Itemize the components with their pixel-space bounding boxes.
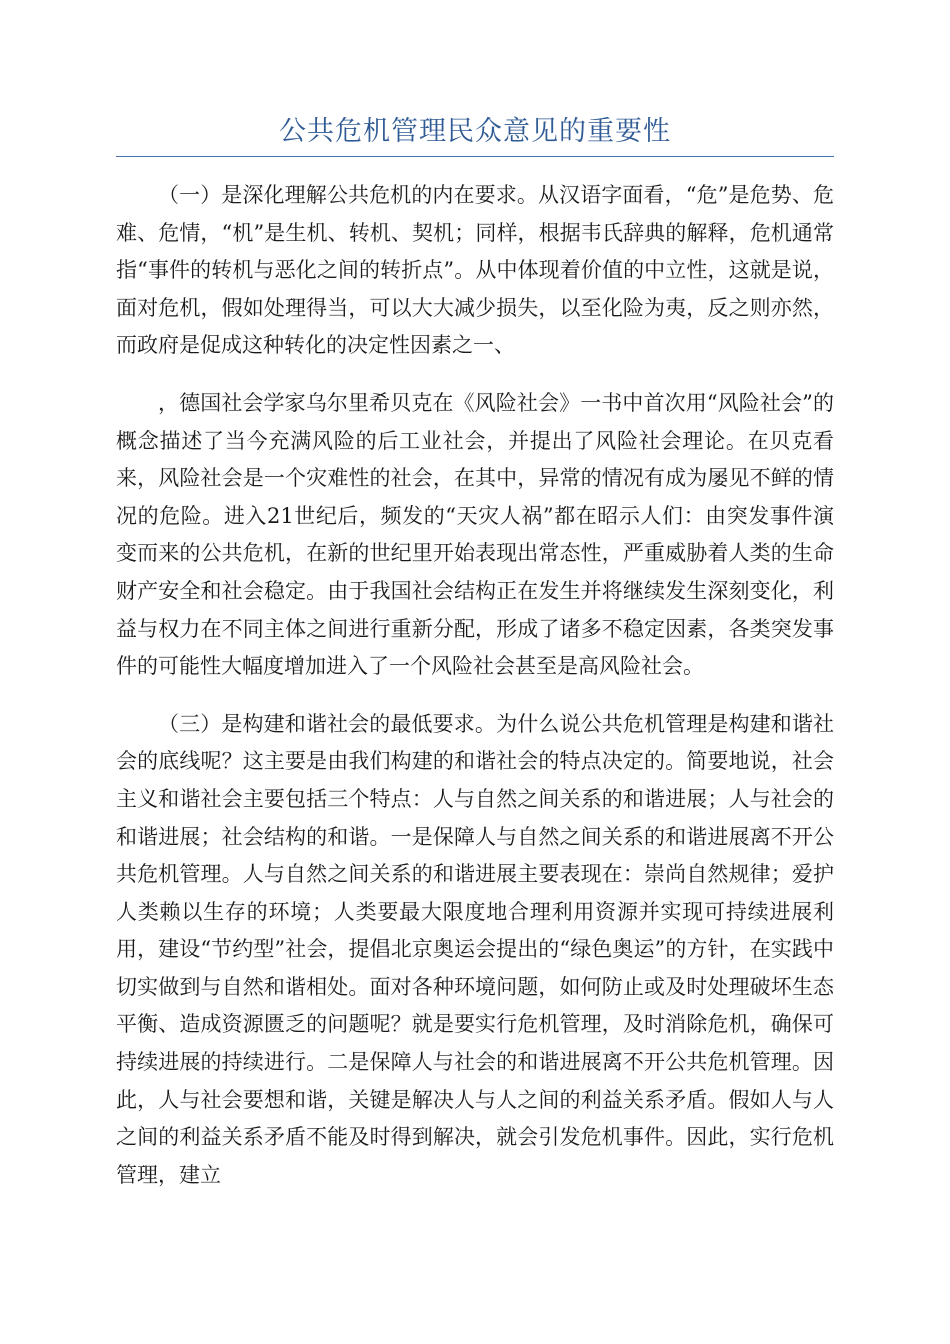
paragraph-2: ，德国社会学家乌尔里希贝克在《风险社会》一书中首次用“风险社会”的概念描述了当今充满风险的后工业社会，并提出了风险社会理论。在贝克看来，风险社会是一个灾难性的社会，在其中，异常的情况有成为屡见不鲜的情况的危险。进入21世纪后，频发的“天灾人祸”都在昭示人们：由突发事件演变而来的公共危机，在新的世纪里开始表现出常态性，严重威胁着人类的生命财产安全和社会稳定。由于我国社会结构正在发生并将继续发生深刻变化，利益与权力在不同主体之间进行重新分配，形成了诸多不稳定因素，各类突发事件的可能性大幅度增加进入了一个风险社会甚至是高风险社会。 [116,390,834,679]
paragraph-3: （三）是构建和谐社会的最低要求。为什么说公共危机管理是构建和谐社会的底线呢？这主要是由我们构建的和谐社会的特点决定的。简要地说，社会主义和谐社会主要包括三个特点：人与自然之间关系的和谐进展；人与社会的和谐进展；社会结构的和谐。一是保障人与自然之间关系的和谐进展离不开公共危机管理。人与自然之间关系的和谐进展主要表现在：崇尚自然规律；爱护人类赖以生存的环境；人类要最大限度地合理利用资源并实现可持续进展利用，建设“节约型”社会，提倡北京奥运会提出的“绿色奥运”的方针，在实践中切实做到与自然和谐相处。面对各种环境问题，如何防止或及时处理破坏生态平衡、造成资源匮乏的问题呢？就是要实行危机管理，及时消除危机，确保可持续进展的持续进行。二是保障人与社会的和谐进展离不开公共危机管理。因此，人与社会要想和谐，关键是解决人与人之间的利益关系矛盾。假如人与人之间的利益关系矛盾不能及时得到解决，就会引发危机事件。因此，实行危机管理，建立 [116,711,834,1187]
document-title: 公共危机管理民众意见的重要性 [279,116,671,147]
paragraph-1: （一）是深化理解公共危机的内在要求。从汉语字面看，“危”是危势、危难、危情，“机”是生机、转机、契机；同样，根据韦氏辞典的解释，危机通常指“事件的转机与恶化之间的转折点”。从中体现着价值的中立性，这就是说，面对危机，假如处理得当，可以大大减少损失，以至化险为夷，反之则亦然，而政府是促成这种转化的决定性因素之一、 [116,183,834,358]
title-block [116,108,834,157]
document-body [116,177,834,1214]
